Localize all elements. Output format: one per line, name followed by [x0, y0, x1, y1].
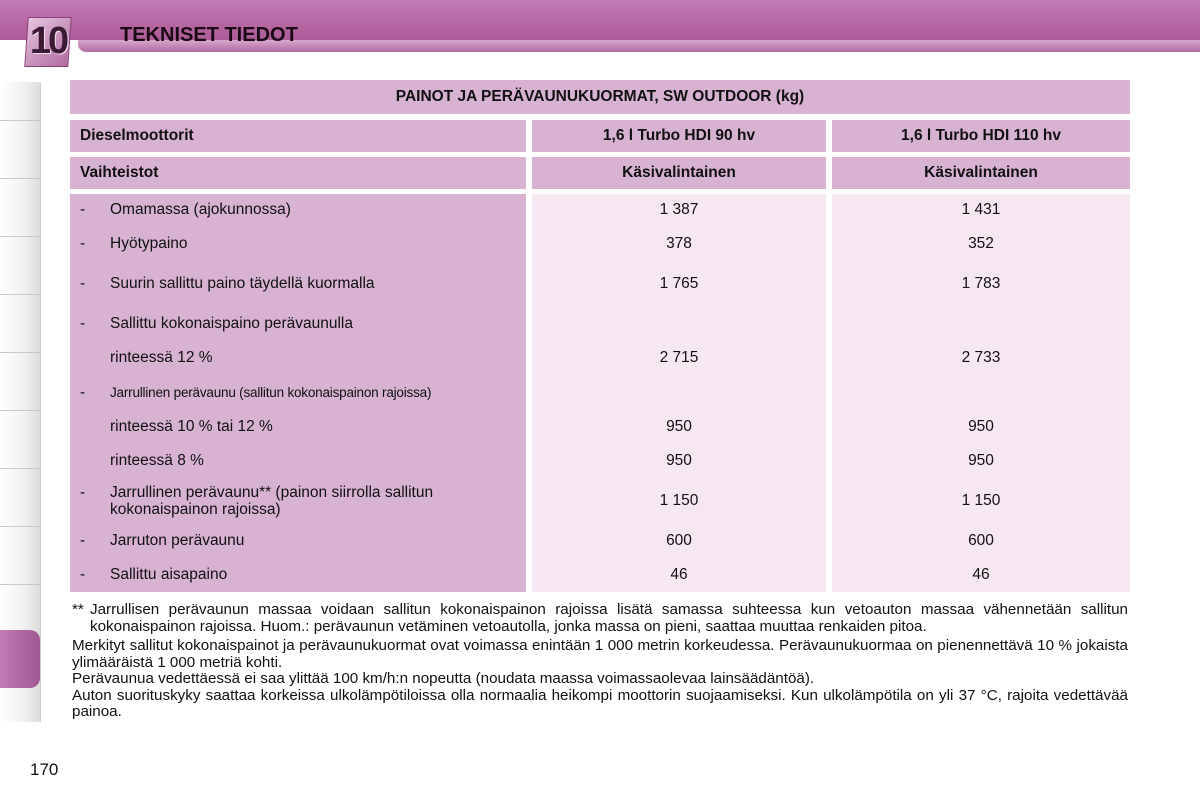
row-value-2: 950 [968, 452, 994, 469]
row-value-1: 378 [666, 235, 692, 252]
note-paragraph: Auton suorituskyky saattaa korkeissa ulkolämpötiloissa olla normaalia heikompi moottorin suojaamiseksi. Kun ulkolämpötila on yli 37 °C, rajoita vedettävää painoa. [72, 686, 1128, 720]
tab-divider [0, 584, 40, 585]
chapter-number: 10 [29, 20, 67, 62]
row-value-2: 1 783 [961, 275, 1001, 292]
row-value-1: 2 715 [659, 349, 699, 366]
tab-divider [0, 352, 40, 353]
page-number: 170 [30, 760, 59, 779]
row-dash: - [80, 235, 86, 252]
engine-col1: 1,6 l Turbo HDI 90 hv [532, 120, 826, 152]
gearbox-col1: Käsivalintainen [532, 157, 826, 189]
row-label: rinteessä 12 % [110, 349, 213, 366]
row-label: Sallittu aisapaino [110, 566, 228, 583]
row-value-1: 1 387 [659, 201, 699, 218]
table-title: PAINOT JA PERÄVAUNUKUORMAT, SW OUTDOOR (kg) [70, 80, 1130, 114]
note-paragraph: Perävaunua vedettäessä ei saa ylittää 100 km/h:n nopeutta (noudata maassa voimassaolevaa lainsäädäntöä). [72, 670, 815, 687]
gearbox-col2: Käsivalintainen [832, 157, 1130, 189]
footnote-mark: ** [72, 601, 84, 618]
note-paragraph: Merkityt sallitut kokonaispainot ja perävaunukuormat ovat voimassa enintään 1 000 metrin korkeudessa. Perävaunukuormaa on pienennettävä 10 % jokaista ylimääräistä 1 000 metriä kohti. [72, 637, 1128, 671]
engine-col2: 1,6 l Turbo HDI 110 hv [832, 120, 1130, 152]
row-label: rinteessä 10 % tai 12 % [110, 418, 273, 435]
row-value-1: 1 765 [659, 275, 699, 292]
page-title: TEKNISET TIEDOT [120, 24, 298, 46]
row-label: Jarrullinen perävaunu** (painon siirrolla sallitun kokonaispainon rajoissa) [110, 484, 434, 518]
row-label: Sallittu kokonaispaino perävaunulla [110, 315, 353, 332]
footnote-text: Jarrullisen perävaunun massaa voidaan sallitun kokonaispainon rajoissa lisätä samassa suhteessa kun vetoauton massaa vähennetään sallitun kokonaispainon rajoissa. Huom.: perävaunun vetäminen vetoautolla, jonka massa on pieni, saattaa muuttaa renkaiden pitoa. [90, 601, 1128, 635]
row-value-1: 600 [666, 532, 692, 549]
row-value-2: 1 431 [961, 201, 1001, 218]
row-dash: - [80, 315, 86, 332]
chapter-tabs [0, 82, 41, 722]
row-value-1: 950 [666, 418, 692, 435]
active-chapter-tab[interactable] [0, 630, 40, 688]
row-label: Jarrullinen perävaunu (sallitun kokonaispainon rajoissa) [110, 385, 432, 400]
tab-divider [0, 236, 40, 237]
row-dash: - [80, 384, 86, 401]
row-dash: - [80, 484, 86, 501]
tab-divider [0, 410, 40, 411]
row-dash: - [80, 566, 86, 583]
tab-divider [0, 294, 40, 295]
tab-divider [0, 526, 40, 527]
row-value-2: 1 150 [961, 492, 1001, 509]
tab-divider [0, 468, 40, 469]
row-value-1: 46 [670, 566, 688, 583]
row-label: Suurin sallittu paino täydellä kuormalla [110, 275, 375, 292]
row-label: Omamassa (ajokunnossa) [110, 201, 291, 218]
row-dash: - [80, 532, 86, 549]
row-value-2: 46 [972, 566, 990, 583]
row-label: rinteessä 8 % [110, 452, 204, 469]
notes-section [72, 602, 1128, 721]
row-value-2: 950 [968, 418, 994, 435]
table-row [70, 484, 1130, 520]
tab-divider [0, 120, 40, 121]
footnote [72, 602, 1128, 635]
tab-divider [0, 178, 40, 179]
row-value-2: 600 [968, 532, 994, 549]
row-label: Hyötypaino [110, 235, 188, 252]
row-label: Jarruton perävaunu [110, 532, 245, 549]
row-value-2: 2 733 [961, 349, 1001, 366]
row-value-1: 950 [666, 452, 692, 469]
row-value-2: 352 [968, 235, 994, 252]
gearbox-label: Vaihteistot [70, 157, 526, 189]
row-dash: - [80, 201, 86, 218]
engine-label: Dieselmoottorit [70, 120, 526, 152]
row-dash: - [80, 275, 86, 292]
row-value-1: 1 150 [659, 492, 699, 509]
